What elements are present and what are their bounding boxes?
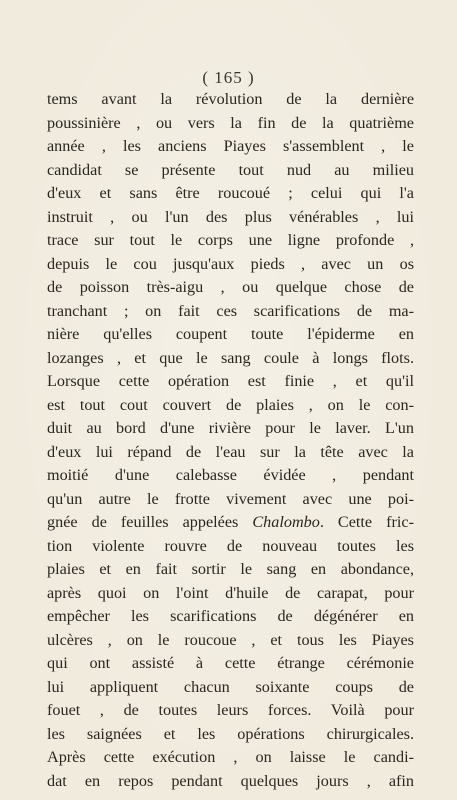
text-line: lozanges , et que le sang coule à longs flots.: [47, 348, 414, 367]
text-line: est tout cout couvert de plaies , on le con-: [47, 395, 414, 414]
text-line: tems avant la révolution de la dernière: [47, 90, 414, 108]
text-line: tion violente rouvre de nouveau toutes les: [47, 536, 414, 555]
text-line: poussinière , ou vers la fin de la quatrième: [47, 113, 414, 132]
text-line: moitié d'une calebasse évidée , pendant: [47, 466, 414, 484]
text-line: après quoi on l'oint d'huile de carapat, pour: [47, 583, 414, 602]
text-line: plaies et en fait sortir le sang en abondance,: [47, 560, 414, 578]
text-line: ulcères , on le roucoue , et tous les Piayes: [47, 630, 414, 649]
text-line: qui ont assisté à cette étrange cérémonie: [47, 654, 414, 672]
text-line: trace sur tout le corps une ligne profonde ,: [47, 231, 414, 249]
text-line: duit au bord d'une rivière pour le laver. L'un: [47, 419, 414, 437]
body-text: [47, 88, 414, 793]
text-line: nière qu'elles coupent toute l'épiderme en: [47, 325, 414, 343]
text-line: fouet , de toutes leurs forces. Voilà pour: [47, 701, 414, 719]
text-line: d'eux et sans être roucoué ; celui qui l'a: [47, 184, 414, 202]
text-line: instruit , ou l'un des plus vénérables , lui: [47, 207, 414, 226]
text-line: lui appliquent chacun soixante coups de: [47, 677, 414, 696]
text-line: Lorsque cette opération est finie , et qu'il: [47, 372, 414, 390]
text-line: année , les anciens Piayes s'assemblent , le: [47, 137, 414, 155]
text-line: gnée de feuilles appelées Chalombo. Cette fric-: [47, 513, 414, 531]
text-line: de poisson très-aigu , ou quelque chose de: [47, 278, 414, 296]
text-line: qu'un autre le frotte vivement avec une poi-: [47, 489, 414, 508]
text-line: d'eux lui répand de l'eau sur la tête avec la: [47, 442, 414, 461]
text-line: empêcher les scarifications de dégénérer en: [47, 607, 414, 625]
text-line: dat en repos pendant quelques jours , afin: [47, 771, 414, 790]
plant-name-italic: Chalombo: [252, 513, 320, 531]
text-line: depuis le cou jusqu'aux pieds , avec un os: [47, 254, 414, 273]
text-line: candidat se présente tout nud au milieu: [47, 160, 414, 179]
text-line: tranchant ; on fait ces scarifications de ma-: [47, 301, 414, 320]
text-line: les saignées et les opérations chirurgicales.: [47, 724, 414, 743]
text-line: Après cette exécution , on laisse le candi-: [47, 748, 414, 766]
page-number: ( 165 ): [202, 68, 255, 87]
